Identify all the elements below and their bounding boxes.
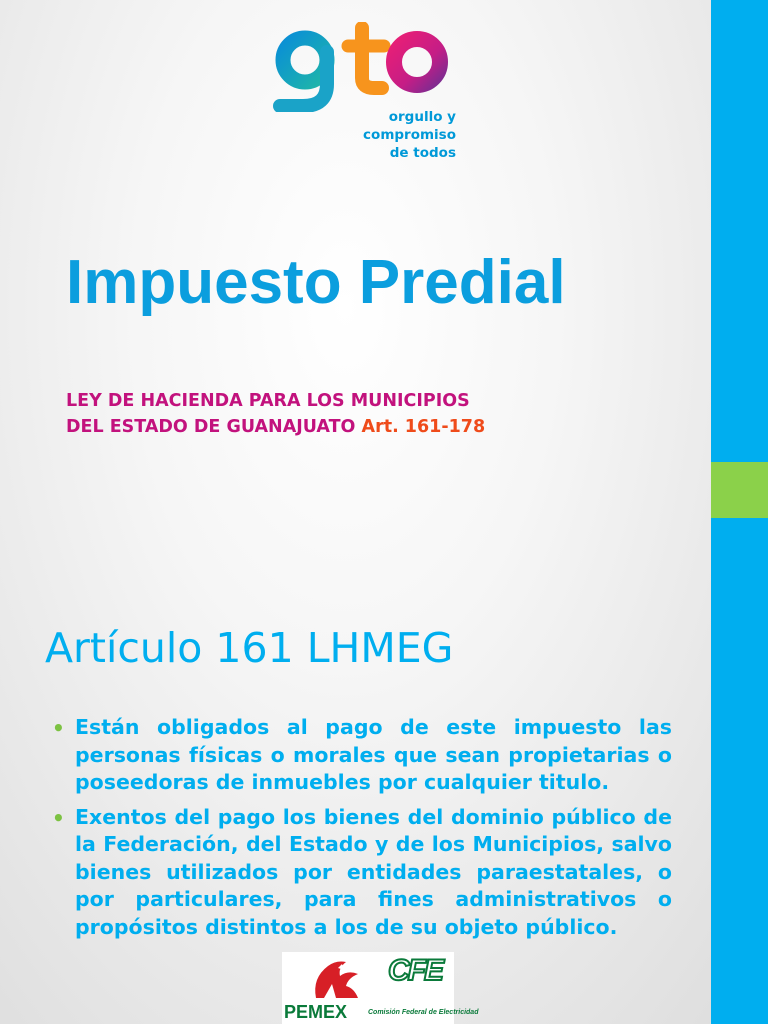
law-reference-line1: LEY DE HACIENDA PARA LOS MUNICIPIOS [66,391,470,411]
cfe-caption: Comisión Federal de Electricidad [368,1009,479,1016]
logo-tagline [346,108,456,162]
cfe-logo-text: CFE [388,954,442,987]
sponsor-logos [282,952,479,1024]
tagline-line: orgullo y [388,109,456,125]
tagline-line: de todos [389,145,456,161]
bullet-dot-icon: • [52,716,65,740]
bullet-text: Exentos del pago los bienes del dominio público de la Federación, del Estado y de los Municipios, salvo bienes utilizados por entidades paraestatales, o por particulares, para fines administrativos o propósitos distintos a los de su objeto público. [75,804,672,939]
law-reference-state: DEL ESTADO DE GUANAJUATO [66,417,356,437]
bullet-item [52,714,672,797]
pemex-logo-text: PEMEX [284,1002,348,1022]
bullet-list [52,714,672,948]
article-heading: Artículo 161 LHMEG [45,624,454,672]
side-green-marker [711,462,768,518]
article-range: Art. 161-178 [361,417,486,437]
gto-wordmark-icon [272,22,457,112]
gto-logo [272,22,457,172]
tagline-line: compromiso [363,127,456,143]
bullet-item [52,804,672,942]
bullet-dot-icon: • [52,805,65,830]
law-reference [66,388,485,440]
law-reference-line2 [66,414,485,440]
bullet-text: Están obligados al pago de este impuesto las personas físicas o morales que sean propietarias o poseedoras de inmuebles por cualquier titulo. [75,715,672,794]
slide-title: Impuesto Predial [66,248,566,317]
pemex-eagle-icon [302,954,372,1004]
